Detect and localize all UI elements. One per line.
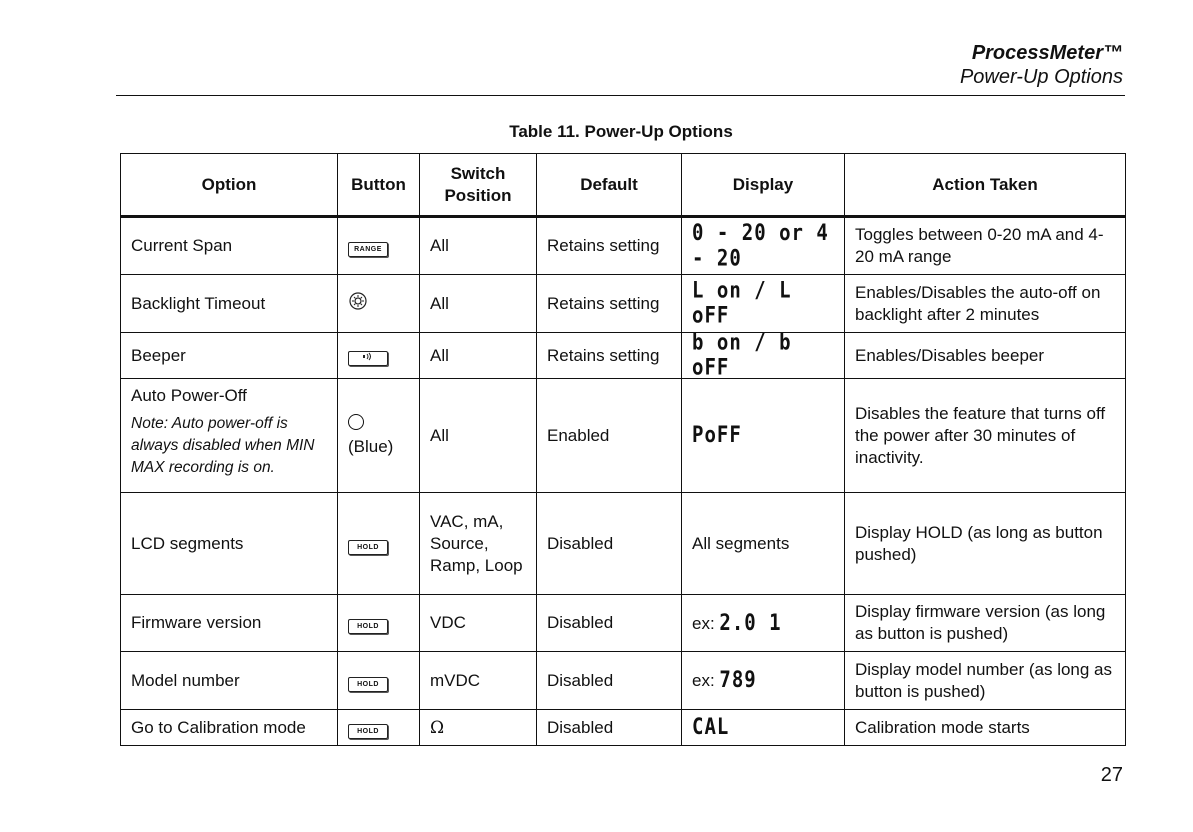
cell-option: Auto Power-Off [131,386,247,405]
table-row [121,710,1126,746]
cell-default: Retains setting [537,275,682,333]
hold-key-icon: HOLD [348,724,388,739]
cell-display: All segments [682,493,845,595]
auto-power-off-note: Note: Auto power-off is always disabled when MIN MAX recording is on. [131,415,315,476]
table-row [121,493,1126,595]
hold-key-icon: HOLD [348,619,388,634]
col-header-action: Action Taken [845,154,1126,217]
lcd-display: L on / L oFF [692,277,792,329]
cell-action: Display HOLD (as long as button pushed) [845,493,1126,595]
cell-switch: All [420,379,537,493]
header-rule [116,95,1125,96]
cell-default: Disabled [537,710,682,746]
cell-switch: All [420,217,537,275]
cell-default: Disabled [537,493,682,595]
cell-switch: VDC [420,595,537,652]
table-header-row [121,154,1126,217]
display-prefix: ex: [692,613,715,633]
cell-action: Enables/Disables the auto-off on backlight after 2 minutes [845,275,1126,333]
header-subtitle: Power-Up Options [959,66,1123,88]
table-row [121,379,1126,493]
header-title: ProcessMeter™ [971,42,1123,64]
cell-action: Display model number (as long as button is pushed) [845,652,1126,710]
cell-option: Current Span [121,217,338,275]
button-color-label: (Blue) [348,436,394,456]
table-row [121,652,1126,710]
col-header-switch-position: Switch Position [420,154,537,217]
col-header-display: Display [682,154,845,217]
range-key-icon: RANGE [348,242,388,257]
hold-key-icon: HOLD [348,677,388,692]
table-row [121,275,1126,333]
hold-key-icon: HOLD [348,540,388,555]
power-up-options-table [120,153,1126,746]
cell-action: Enables/Disables beeper [845,333,1126,379]
cell-default: Disabled [537,595,682,652]
table-row [121,217,1126,275]
lcd-display: 789 [719,667,757,693]
backlight-key-icon [348,291,368,311]
cell-default: Retains setting [537,217,682,275]
cell-switch: Ω [420,710,537,746]
table-row [121,333,1126,379]
cell-switch: VAC, mA, Source, Ramp, Loop [420,493,537,595]
cell-option: Go to Calibration mode [121,710,338,746]
lcd-display: b on / b oFF [692,329,792,381]
lcd-display: 2.0 1 [719,609,782,636]
cell-action: Display firmware version (as long as button is pushed) [845,595,1126,652]
cell-option: Firmware version [121,595,338,652]
cell-option: Model number [121,652,338,710]
cell-action: Calibration mode starts [845,710,1126,746]
beeper-key-icon [348,351,388,366]
power-button-icon [348,414,364,430]
cell-action: Toggles between 0-20 mA and 4-20 mA range [845,217,1126,275]
col-header-button: Button [338,154,420,217]
col-header-option: Option [121,154,338,217]
cell-switch: All [420,333,537,379]
cell-option: LCD segments [121,493,338,595]
cell-default: Retains setting [537,333,682,379]
page-number: 27 [1100,764,1123,786]
lcd-display: 0 - 20 or 4 - 20 [692,220,829,271]
cell-switch: All [420,275,537,333]
cell-option: Beeper [121,333,338,379]
table-row [121,595,1126,652]
col-header-default: Default [537,154,682,217]
cell-option: Backlight Timeout [121,275,338,333]
cell-default: Disabled [537,652,682,710]
display-prefix: ex: [692,671,715,690]
table-caption: Table 11. Power-Up Options [509,122,733,141]
cell-default: Enabled [537,379,682,493]
cell-action: Disables the feature that turns off the power after 30 minutes of inactivity. [845,379,1126,493]
cell-switch: mVDC [420,652,537,710]
lcd-display: PoFF [692,422,742,448]
lcd-display: CAL [692,714,730,740]
